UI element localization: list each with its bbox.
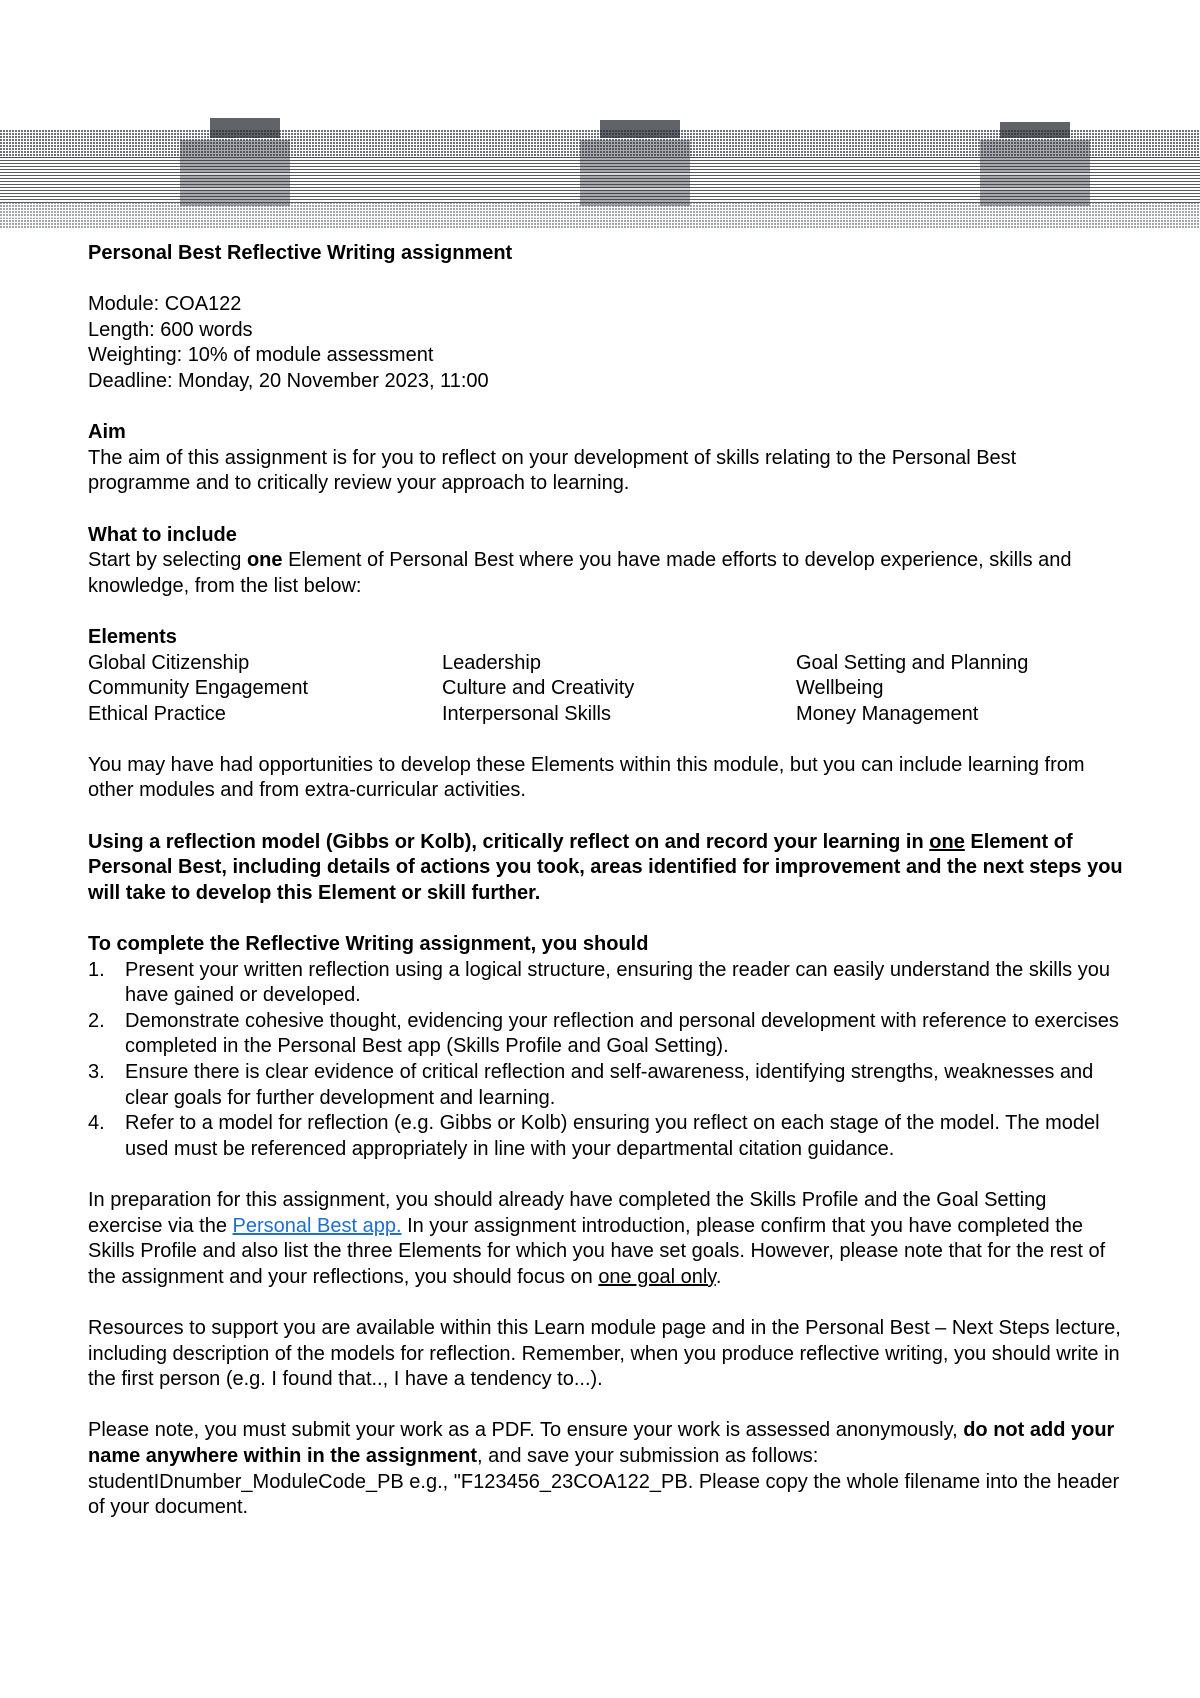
spacer (88, 599, 1123, 625)
spacer (88, 1162, 1123, 1188)
complete-list (88, 958, 1123, 1163)
resources-text: Resources to support you are available within this Learn module page and in the Personal Best – Next Steps lecture, including description of the models for reflection. Remember, when you produce reflective writing, you should write in the first person (e.g. I found that.., I have a tendency to...). (88, 1316, 1121, 1391)
include-text (88, 548, 1123, 599)
submission-before: Please note, you must submit your work as a PDF. To ensure your work is assessed anonymously, (88, 1419, 964, 1442)
list-item-text: Present your written reflection using a logical structure, ensuring the reader can easily understand the skills you have gained or developed. (125, 958, 1110, 1007)
spacer (88, 1393, 1123, 1419)
header-banner-graphic (0, 118, 1200, 248)
spacer (88, 497, 1123, 523)
submission-text (88, 1418, 1123, 1520)
list-item (88, 958, 1123, 1009)
list-item-text: Demonstrate cohesive thought, evidencing your reflection and personal development with reference to exercises completed in the Personal Best app (Skills Profile and Goal Setting). (125, 1009, 1119, 1058)
list-item-text: Refer to a model for reflection (e.g. Gibbs or Kolb) ensuring you reflect on each stage of the model. The model used must be referenced appropriately in line with your departmental citation guidance. (125, 1112, 1100, 1160)
list-item-number: 1. (88, 958, 105, 981)
element-item: Wellbeing (796, 677, 884, 700)
length-line: Length: 600 words (88, 318, 253, 341)
document-body (88, 241, 1123, 1521)
preparation-middle: In your assignment introduction, please confirm that you have completed the Skills Profile and also list the three Elements for which you have set goals. However, please note that for the rest of the assignment and your reflections, you should focus on (88, 1214, 1106, 1288)
include-text-before: Start by selecting (88, 549, 247, 572)
spacer (88, 1290, 1123, 1316)
element-item: Ethical Practice (88, 702, 226, 725)
deadline-line: Deadline: Monday, 20 November 2023, 11:00 (88, 369, 489, 392)
preparation-after: . (715, 1265, 722, 1288)
spacer (88, 267, 1123, 293)
instruction-underlined: one (929, 830, 965, 853)
list-item (88, 1009, 1123, 1060)
list-item-number: 2. (88, 1009, 105, 1032)
list-item (88, 1111, 1123, 1162)
instruction-before: Using a reflection model (Gibbs or Kolb), critically reflect on and record your learning in (88, 830, 930, 853)
list-item-number: 4. (88, 1112, 105, 1135)
preparation-before: In preparation for this assignment, you should already have completed the Skills Profile and the Goal Setting exercise via the (88, 1188, 1047, 1237)
preparation-text (88, 1188, 1123, 1290)
instruction-text (88, 830, 1123, 907)
opportunities-text: You may have had opportunities to develop these Elements within this module, but you can include learning from other modules and from extra-curricular activities. (88, 753, 1085, 802)
elements-grid (88, 651, 1123, 728)
element-item: Goal Setting and Planning (796, 651, 1029, 674)
list-item-number: 3. (88, 1061, 105, 1083)
instruction-after: Element of Personal Best, including details of actions you took, areas identified for improvement and the next steps you will take to develop this Element or skill further. (88, 830, 1123, 904)
element-item: Global Citizenship (88, 651, 250, 674)
element-item: Money Management (796, 702, 979, 725)
module-line: Module: COA122 (88, 293, 242, 316)
spacer (88, 804, 1123, 830)
spacer (88, 727, 1123, 753)
personal-best-app-link[interactable]: Personal Best app. (232, 1214, 402, 1237)
elements-heading: Elements (88, 625, 177, 648)
include-heading: What to include (88, 523, 237, 546)
list-item-text: Ensure there is clear evidence of critical reflection and self-awareness, identifying strengths, weaknesses and clear goals for further development and learning. (125, 1061, 1094, 1109)
element-item: Interpersonal Skills (442, 702, 611, 725)
spacer (88, 395, 1123, 421)
element-item: Culture and Creativity (442, 677, 635, 700)
include-text-after: Element of Personal Best where you have made efforts to develop experience, skills and knowledge, from the list below: (88, 549, 1072, 597)
include-text-bold: one (246, 549, 283, 572)
aim-heading: Aim (88, 421, 126, 444)
preparation-underlined: one goal only (598, 1265, 716, 1288)
aim-text: The aim of this assignment is for you to reflect on your development of skills relating to the Personal Best programme and to critically review your approach to learning. (88, 446, 1017, 495)
submission-after: , and save your submission as follows: studentIDnumber_ModuleCode_PB e.g., "F123456_23COA122_PB. Please copy the whole filename into the header of your document. (88, 1444, 1120, 1519)
weighting-line: Weighting: 10% of module assessment (88, 344, 434, 367)
element-item: Leadership (442, 651, 541, 674)
document-title: Personal Best Reflective Writing assignment (88, 242, 513, 264)
spacer (88, 906, 1123, 932)
submission-bold: do not add your name anywhere within in the assignment (88, 1419, 1115, 1467)
list-item (88, 1060, 1123, 1111)
complete-heading: To complete the Reflective Writing assignment, you should (88, 933, 649, 956)
element-item: Community Engagement (88, 677, 309, 700)
banner-glitch-graphic (0, 118, 1200, 248)
